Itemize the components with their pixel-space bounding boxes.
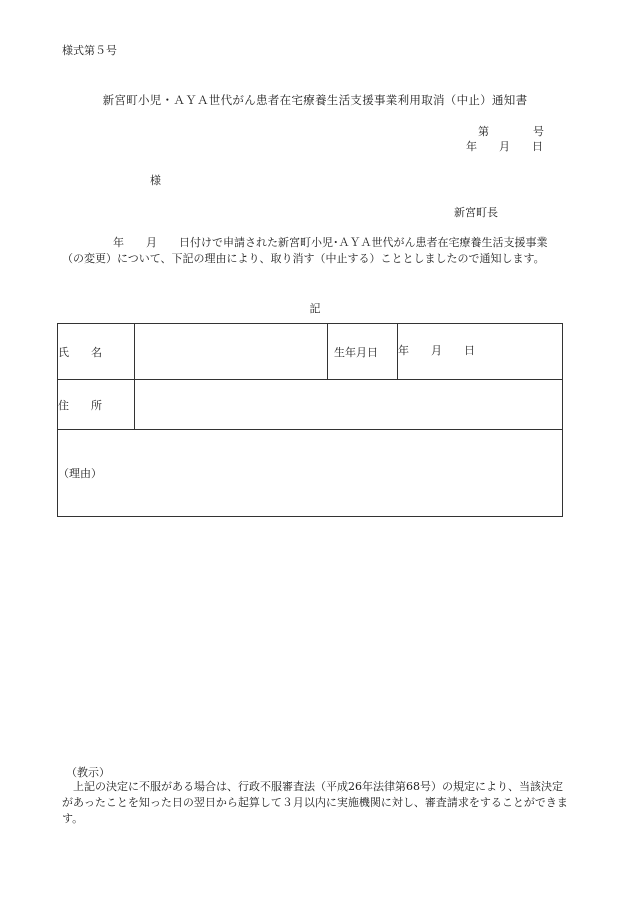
- address-value: [135, 380, 563, 430]
- reason-label: （理由）: [58, 467, 102, 480]
- notice-text: 上記の決定に不服がある場合は、行政不服審査法（平成26年法律第68号）の規定により、当該決定があったことを知った日の翌日から起算して３月以内に実施機関に対し、審査請求をすることができます。: [62, 780, 568, 825]
- name-label: 氏 名: [58, 324, 135, 380]
- addressee: 様: [150, 174, 161, 187]
- ki-heading: 記: [309, 302, 321, 315]
- sender: 新宮町長: [454, 206, 498, 219]
- name-row: [58, 324, 563, 380]
- document-number: 第 号: [478, 125, 544, 138]
- birth-label: 生年月日: [328, 324, 398, 380]
- document-title: 新宮町小児・ＡＹＡ世代がん患者在宅療養生活支援事業利用取消（中止）通知書: [102, 93, 528, 107]
- address-row: [58, 380, 563, 430]
- body-text: 年 月 日付けで申請された新宮町小児･ＡＹＡ世代がん患者在宅療養生活支援事業（の変更）について、下記の理由により、取り消す（中止する）こととしましたので通知します。: [62, 236, 548, 265]
- notice-heading: （教示）: [66, 766, 110, 779]
- reason-cell: [58, 430, 563, 517]
- info-table: [57, 323, 563, 517]
- address-label: 住 所: [58, 380, 135, 430]
- reason-row: [58, 430, 563, 517]
- form-number: 様式第５号: [62, 44, 117, 57]
- birth-value: 年 月 日: [398, 324, 563, 380]
- name-value: [135, 324, 328, 380]
- document-date: 年 月 日: [466, 140, 543, 153]
